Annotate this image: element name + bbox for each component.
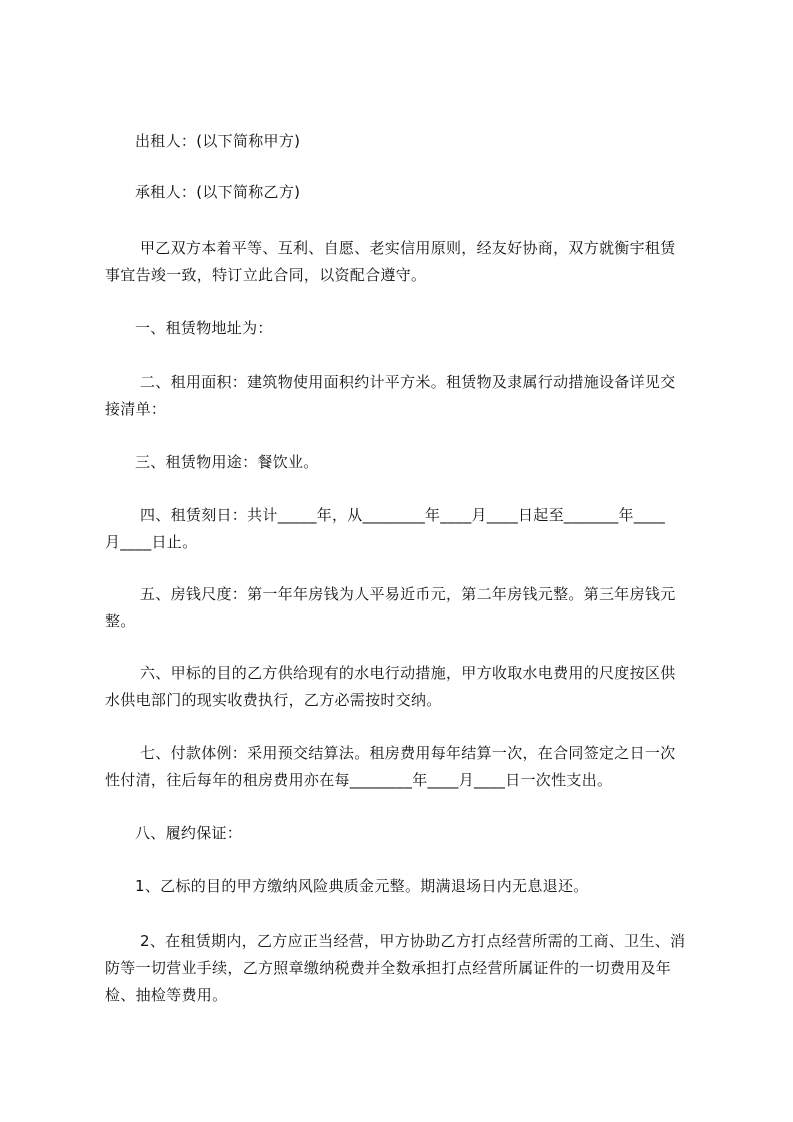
clause-5-line-1: 五、房钱尺度：第一年年房钱为人平易近币元，第二年房钱元整。第三年房钱元	[140, 585, 676, 603]
clause-8-item-1	[135, 873, 735, 900]
clause-4-line-2: 月____日止。	[105, 533, 198, 551]
clause-2	[105, 369, 705, 423]
clause-5	[105, 581, 705, 635]
lessor-line	[135, 128, 735, 155]
clause-8-text: 八、履约保证：	[135, 824, 243, 842]
intro-line-1: 甲乙双方本着平等、互利、自愿、老实信用原则，经友好协商，双方就衡宇租赁	[140, 239, 676, 257]
clause-6-line-2: 水供电部门的现实收费执行，乙方必需按时交纳。	[105, 691, 442, 709]
clause-7-line-2: 性付清，往后每年的租房费用亦在每________年____月____日一次性支出。	[105, 771, 613, 789]
intro-line-2: 事宜告竣一致，特订立此合同，以资配合遵守。	[105, 266, 427, 284]
clause-6-line-1: 六、甲标的目的乙方供给现有的水电行动措施，甲方收取水电费用的尺度按区供	[140, 664, 676, 682]
clause-3-text: 三、租赁物用途：餐饮业。	[135, 453, 319, 471]
clause-8	[135, 820, 735, 847]
clause-4-line-1: 四、租赁刻日：共计_____年，从________年____月____日起至_______年____	[140, 506, 666, 524]
lessor-text: 出租人：(以下简称甲方)	[135, 132, 301, 150]
clause-8-item-1-text: 1、乙标的目的甲方缴纳风险典质金元整。期满退场日内无息退还。	[135, 877, 589, 895]
clause-7	[105, 740, 705, 794]
lessee-text: 承租人：(以下简称乙方)	[135, 183, 301, 201]
intro-paragraph	[105, 235, 705, 289]
clause-2-line-1: 二、租用面积：建筑物使用面积约计平方米。租赁物及隶属行动措施设备详见交	[140, 373, 676, 391]
clause-1-text: 一、租赁物地址为：	[135, 319, 273, 337]
clause-1	[135, 315, 735, 342]
clause-3	[135, 449, 735, 476]
clause-5-line-2: 整。	[105, 612, 136, 630]
clause-8-item-2-line-1: 2、在租赁期内，乙方应正当经营，甲方协助乙方打点经营所需的工商、卫生、消	[140, 932, 686, 950]
clause-4	[105, 502, 705, 556]
clause-8-item-2	[105, 928, 705, 1009]
clause-8-item-2-line-2: 防等一切营业手续，乙方照章缴纳税费并全数承担打点经营所属证件的一切费用及年	[105, 959, 672, 977]
clause-6	[105, 660, 705, 714]
clause-7-line-1: 七、付款体例：采用预交结算法。租房费用每年结算一次，在合同签定之日一次	[140, 744, 676, 762]
clause-8-item-2-line-3: 检、抽检等费用。	[105, 986, 228, 1004]
lessee-line	[135, 179, 735, 206]
clause-2-line-2: 接清单：	[105, 400, 167, 418]
